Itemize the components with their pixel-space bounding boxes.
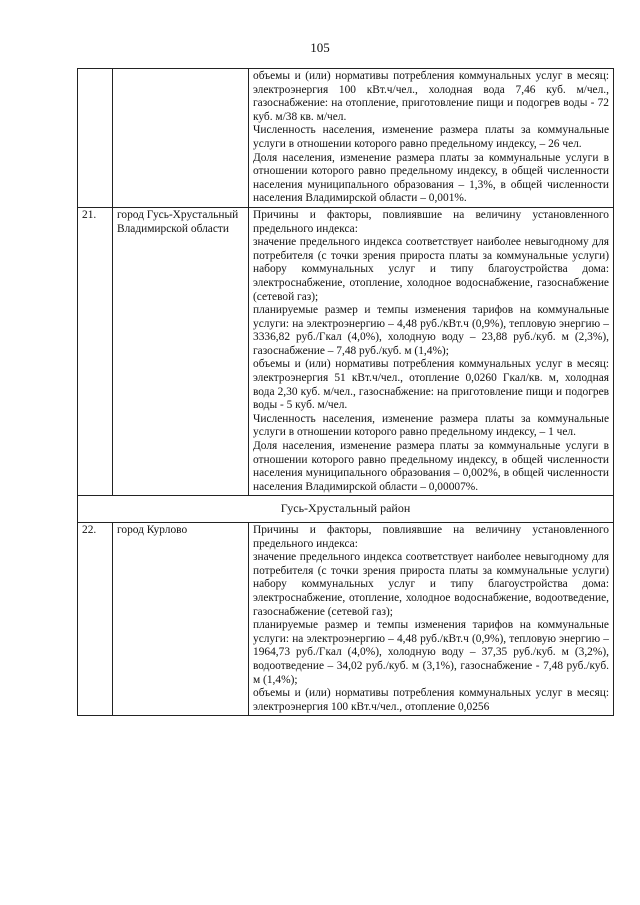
paragraph: Доля населения, изменение размера платы за коммунальные услуги в отношении которого равно предельному индексу, в общей численности населения муниципального образования – 0,002%, в общей численности населения Владимирской области – 0,00007%.	[253, 440, 609, 493]
paragraph: Причины и факторы, повлиявшие на величину установленного предельного индекса:	[253, 208, 609, 235]
municipality-name: город Гусь-Хрустальный Владимирской области	[113, 207, 249, 495]
page-number: 105	[310, 40, 330, 55]
paragraph: планируемые размер и темпы изменения тарифов на коммунальные услуги: на электроэнергию – 4,48 руб./кВт.ч (0,9%), тепловую энергию – 1964,73 руб./Гкал (4,0%), холодную воду – 37,35 руб./куб. м (3,2%), водоотведение – 34,02 руб./куб. м (3,1%), газоснабжение - 7,48 руб./куб. м (1,4%);	[253, 619, 609, 686]
index-table	[77, 68, 614, 716]
paragraph: Причины и факторы, повлиявшие на величину установленного предельного индекса:	[253, 524, 609, 550]
table-row-21	[78, 207, 614, 495]
description-cell	[249, 523, 614, 716]
paragraph: Доля населения, изменение размера платы за коммунальные услуги в отношении которого равно предельному индексу, в общей численности населения муниципального образования – 1,3%, в общей численности населения Владимирской области – 0,001%.	[253, 151, 609, 205]
table-row-22	[78, 523, 614, 716]
paragraph: планируемые размер и темпы изменения тарифов на коммунальные услуги: на электроэнергию – 4,48 руб./кВт.ч (0,9%), тепловую энергию – 3336,82 руб./Гкал (4,0%), холодную воду – 23,88 руб./куб. м (2,3%), газоснабжение – 7,48 руб./куб. м (1,4%);	[253, 304, 609, 357]
municipality-name	[113, 69, 249, 208]
section-row	[78, 496, 614, 523]
row-number: 21.	[78, 207, 113, 495]
paragraph: объемы и (или) нормативы потребления коммунальных услуг в месяц: электроэнергия 100 кВт.ч/чел., отопление 0,0256	[253, 687, 609, 713]
table-row-continued	[78, 69, 614, 208]
municipality-name: город Курлово	[113, 523, 249, 716]
paragraph: Численность населения, изменение размера платы за коммунальные услуги в отношении которого равно предельному индексу, – 1 чел.	[253, 412, 609, 439]
paragraph: значение предельного индекса соответствует наиболее невыгодному для потребителя (с точки зрения прироста платы за коммунальные услуги) набору коммунальных услуг и типу благоустройства дома: электроснабжение, отопление, холодное водоснабжение, газоснабжение (сетевой газ);	[253, 236, 609, 303]
row-number: 22.	[78, 523, 113, 716]
paragraph: Численность населения, изменение размера платы за коммунальные услуги в отношении которого равно предельному индексу, – 26 чел.	[253, 124, 609, 150]
paragraph: объемы и (или) нормативы потребления коммунальных услуг в месяц: электроэнергия 100 кВт.ч/чел., холодная вода 7,46 куб. м/чел., газоснабжение: на отопление, приготовление пищи и подогрев воды - 72 куб. м/38 кв. м/чел.	[253, 70, 609, 123]
description-cell	[249, 69, 614, 208]
paragraph: объемы и (или) нормативы потребления коммунальных услуг в месяц: электроэнергия 51 кВт.ч/чел., отопление 0,0260 Гкал/кв. м, холодная вода 2,30 куб. м/чел., газоснабжение: на приготовление пищи и подогрев воды - 5 куб. м/чел.	[253, 358, 609, 412]
paragraph: значение предельного индекса соответствует наиболее невыгодному для потребителя (с точки зрения прироста платы за коммунальные услуги) набору коммунальных услуг и типу благоустройства дома: электроснабжение, отопление, холодное водоснабжение, водоотведение, газоснабжение (сетевой газ);	[253, 551, 609, 618]
section-heading: Гусь-Хрустальный район	[78, 496, 614, 523]
row-number	[78, 69, 113, 208]
description-cell	[249, 207, 614, 495]
